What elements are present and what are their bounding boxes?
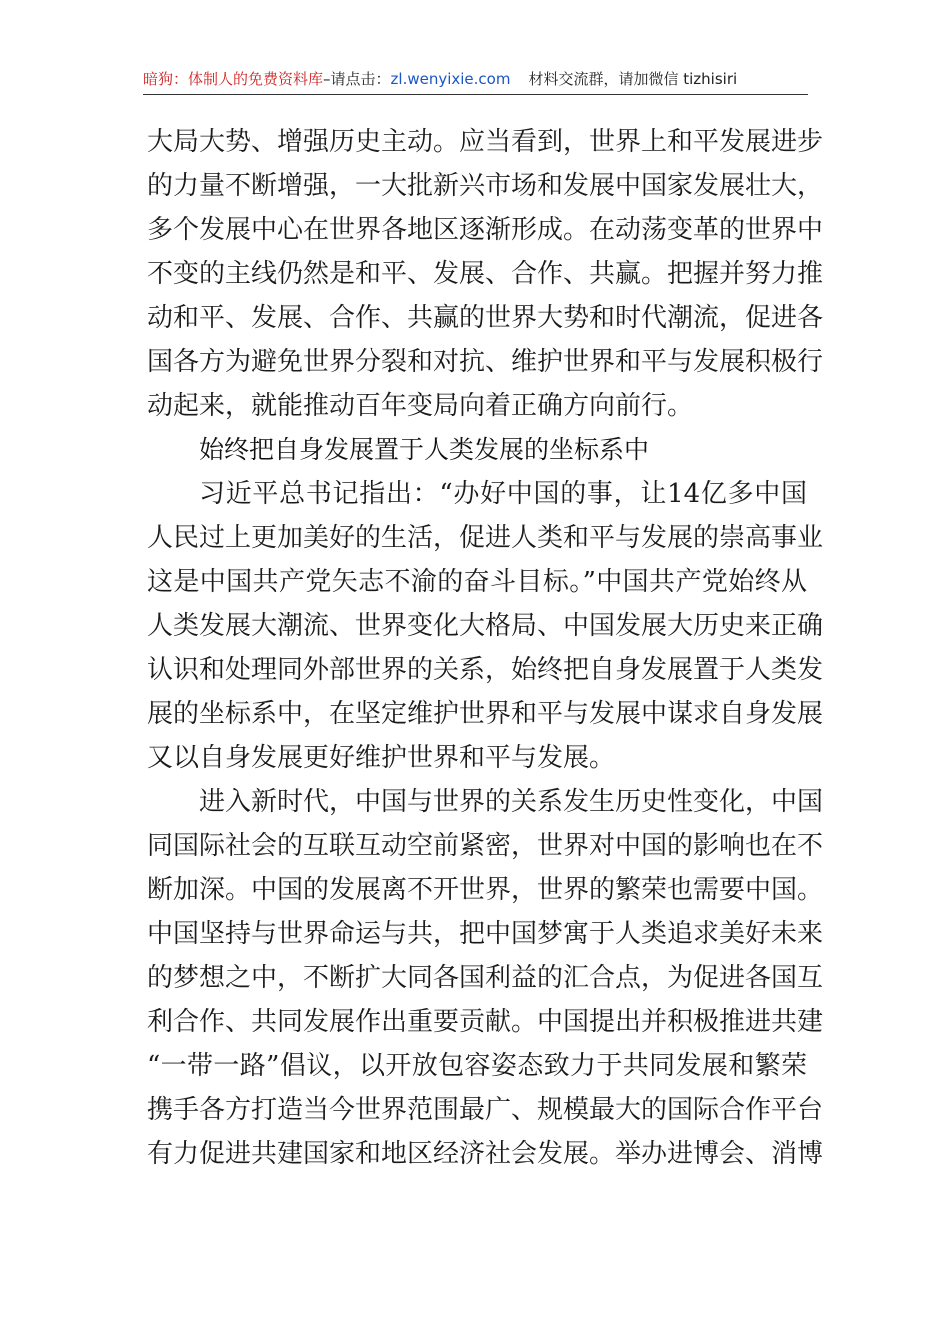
paragraph-line: 断加深。中国的发展离不开世界，世界的繁荣也需要中国。 [147, 875, 824, 905]
paragraph-line: 进入新时代，中国与世界的关系发生历史性变化，中国 [199, 787, 824, 817]
paragraph-line: 人民过上更加美好的生活，促进人类和平与发展的崇高事业 [147, 523, 824, 553]
header-cta: –请点击： [323, 70, 391, 88]
paragraph-line: 展的坐标系中，在坚定维护世界和平与发展中谋求自身发展 [147, 699, 824, 729]
paragraph-3 [147, 784, 824, 1180]
paragraph-line: 不变的主线仍然是和平、发展、合作、共赢。把握并努力推 [147, 259, 824, 289]
header-url-link[interactable]: zl.wenyixie.com [390, 70, 511, 88]
document-body [147, 124, 824, 1180]
header-wechat-note: 材料交流群，请加微信 tizhisiri [528, 70, 738, 88]
paragraph-line: 动和平、发展、合作、共赢的世界大势和时代潮流，促进各 [147, 303, 824, 333]
paragraph-line: 的力量不断增强，一大批新兴市场和发展中国家发展壮大， [147, 171, 824, 201]
paragraph-line: 人类发展大潮流、世界变化大格局、中国发展大历史来正确 [147, 611, 824, 641]
paragraph-line: 大局大势、增强历史主动。应当看到，世界上和平发展进步 [147, 127, 824, 157]
paragraph-line: 同国际社会的互联互动空前紧密，世界对中国的影响也在不 [147, 831, 824, 861]
paragraph-line: “一带一路”倡议，以开放包容姿态致力于共同发展和繁荣 [147, 1051, 807, 1081]
paragraph-line: 动起来，就能推动百年变局向着正确方向前行。 [147, 391, 694, 421]
paragraph-line: 又以自身发展更好维护世界和平与发展。 [147, 743, 616, 773]
page-header [143, 68, 808, 95]
paragraph-2 [147, 476, 824, 784]
paragraph-line: 这是中国共产党矢志不渝的奋斗目标。”中国共产党始终从 [147, 567, 807, 597]
paragraph-line: 国各方为避免世界分裂和对抗、维护世界和平与发展积极行 [147, 347, 824, 377]
paragraph-line: 多个发展中心在世界各地区逐渐形成。在动荡变革的世界中 [147, 215, 824, 245]
paragraph-line: 认识和处理同外部世界的关系，始终把自身发展置于人类发 [147, 655, 824, 685]
paragraph-line: 利合作、共同发展作出重要贡献。中国提出并积极推进共建 [147, 1007, 824, 1037]
paragraph-1 [147, 124, 824, 432]
paragraph-line: 中国坚持与世界命运与共，把中国梦寓于人类追求美好未来 [147, 919, 824, 949]
paragraph-line: 习近平总书记指出：“办好中国的事，让14亿多中国 [199, 479, 807, 509]
paragraph-line: 的梦想之中，不断扩大同各国利益的汇合点，为促进各国互 [147, 963, 824, 993]
paragraph-line: 有力促进共建国家和地区经济社会发展。举办进博会、消博 [147, 1139, 824, 1169]
section-heading: 始终把自身发展置于人类发展的坐标系中 [199, 435, 650, 464]
header-site-name: 暗狗：体制人的免费资料库 [143, 70, 324, 88]
paragraph-line: 携手各方打造当今世界范围最广、规模最大的国际合作平台 [147, 1095, 824, 1125]
